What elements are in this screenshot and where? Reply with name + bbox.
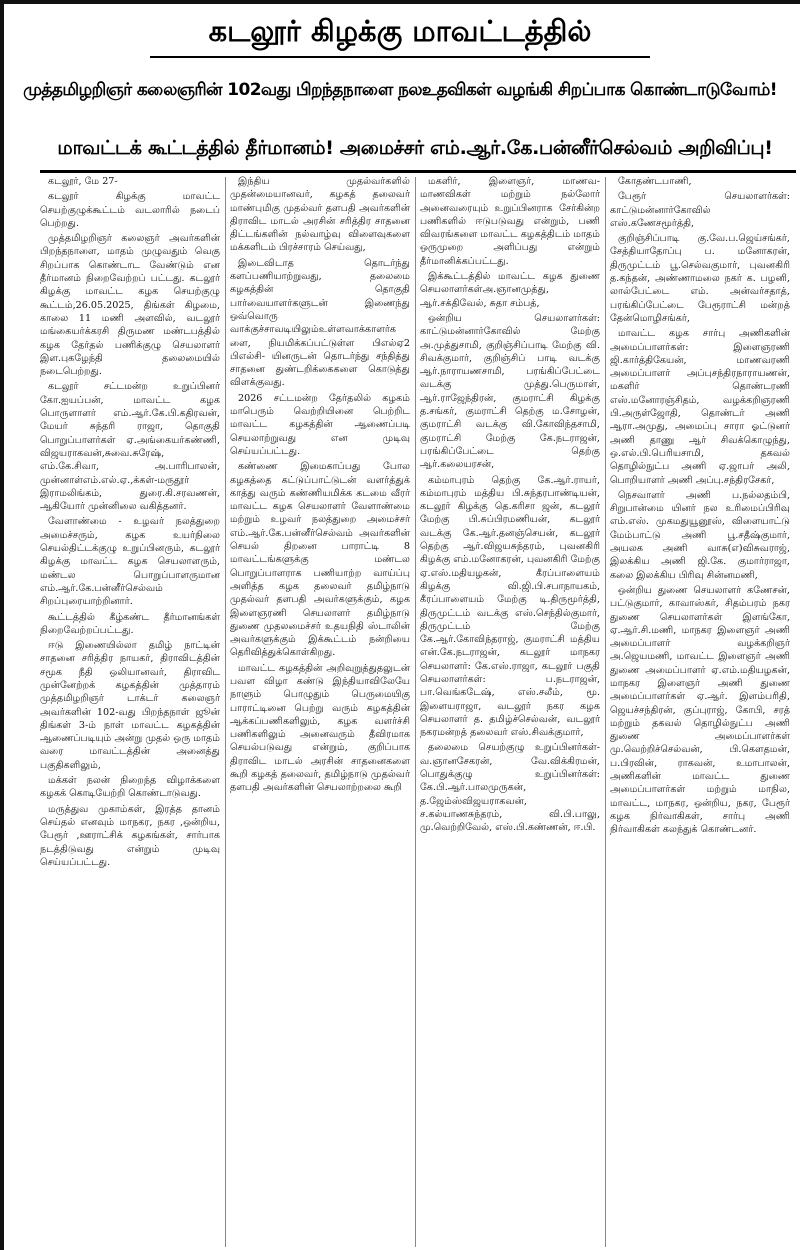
column-separator — [415, 177, 416, 1247]
paragraph: மருத்துவ முகாம்கள், இரத்த தானம் செய்தல் எனவும் மாநகர, நகர ,ஒன்றிய, பேரூர் ,ஊராட்சிக் கழகங்கள், சார்பாக நடத்திடுவது என்றும் முடிவு செய்யப்பட்டது. — [40, 803, 220, 868]
paragraph: குறிஞ்சிப்பாடி கு.வே.ப.ஜெய்சங்கர், சேத்தியாதோப்பு ப. மனோகரன், திருமுட்டம் பூ.செல்வகுமார், புவனகிரி த.கந்தன், அண்ணாமலை நகர் க. பழனி, லால்பேட்டை எம். அன்வர்சதாத், பரங்கிப்பேட்டை பேரூராட்சி மன்றத் தேன்மொழிசங்கர், — [610, 233, 790, 324]
column-separator — [225, 177, 226, 1247]
paragraph: கடலூர் சட்டமன்ற உறுப்பினர் கோ.ஐயப்பன், மாவட்ட கழக பொருளாளர் எம்.ஆர்.கே.பி.கதிரவன், மேயர் சுந்தரி ராஜா, தொகுதி பொறுப்பாளர்கள் ஏ.அங்கையர்கண்ணி, விஜயராகவன்,சுவை.சுரேஷ், எம்.கே.சிவா, அ.பாரிபாலன், முன்னாள்எம்.எல்.ஏ.,க்கள்-மருதூர் இராமலிங்கம், துரை.கி.சரவணன், ஆகியோர் முன்னிலை வகித்தனர். — [40, 381, 220, 513]
dateline: கடலூர், மே 27- — [48, 176, 118, 187]
paragraph: ஈடு இணையில்லா தமிழ் நாட்டின் சாதனை சரித்திர நாயகர், திராவிடத்தின் சமூக நீதி ஒலியானவர், திராவிட முன்னேற்றக் கழகத்தின் முத்தாரம் முத்தமிழறிஞர் டாக்டர் கலைஞர் அவர்களின் 102-வது பிறந்தநாள் ஜூன் திங்கள் 3-ம் நாள் மாவட்ட கழகத்தின் ஆணைப்படியும் அன்று முதல் ஒரு மாதம் வரை மாவட்டத்தின் அனைத்து பகுதிகளிலும், — [40, 640, 220, 771]
article-column-4 — [610, 175, 790, 1250]
paragraph: ஒன்றிய துணை செயலாளர் கணேசன், பட்டுகுமார், காவாஸ்கர், சிதம்பரம் நகர துணை செயலாளர்கள் இளங்கோ, ஏ.ஆர்.சி.மணி, மாநகர இளைஞர் அணி அமைப்பாளர் வழக்கறிஞர் அ.ஜெயமணி, மாவட்ட இளைஞர் அணி துணை அமைப்பாளர் ஏ.எம்.மதியழகன், மாநகர இளைஞர் அணி துணை அமைப்பாளர்கள் ஏ.ஆர். இளம்பரிதி, ஜெயச்சந்திரன், குப்புராஜ், கோபி, சரத் மற்றும் தகவல் தொழில்நுட்ப அணி துணை அமைப்பாளர்கள் மு.வெற்றிச்செல்வன், பி.கௌதமன், ப.பிரவின், ராகவன், உமாபாலன், அணிகளின் மாவட்ட துணை அமைப்பாளர்கள் மற்றும் மாநில, மாவட்ட, மாநகர, ஒன்றிய, நகர, பேரூர் கழக நிர்வாகிகள், சார்பு அணி நிர்வாகிகள் கலந்துக் கொண்டனர். — [610, 584, 790, 836]
paragraph: முத்தமிழறிஞர் கலைஞர் அவர்களின் பிறந்தநாளை, மாதம் முழுவதும் வெகு சிறப்பாக கொண்டாட வேண்டும் என தீர்மானம் நிறைவேற்றப் பட்டது. கடலூர் கிழக்கு மாவட்ட கழக செயற்குழு கூட்டம்,26.05.2025, திங்கள் கிழமை, காலை 11 மணி அளவில், வடலூர் மங்கையர்க்கரசி திருமண மண்டபத்தில் கழக தேர்தல் பணிக்குழு செயலாளர் இள.புகழேந்தி தலைமையில் நடைபெற்றது. — [40, 233, 220, 378]
paragraph: கோதண்டபாணி, — [618, 176, 692, 187]
paragraph: மாவட்ட கழகத்தின் அறிவுறுத்துதலுடன் பவள விழா கண்டு இந்தியாவிலேயே நாளும் பொழுதும் பெருமையிகு பாராட்டினை பெற்று வரும் கழகத்தின் ஆக்கப்பணிகளிலும், கழக வளர்ச்சி பணிகளிலும் அனைவரும் தீவிரமாக செயல்படுவது என்றும், குறிப்பாக திராவிட மாடல் அரசின் சாதனைகளை கூறி கழகத் தலைவர், தமிழ்நாடு முதல்வர் தளபதி அவர்களின் செயலாற்றலை கூறி — [230, 662, 410, 794]
page-border-left — [0, 0, 4, 1250]
article-column-1 — [40, 175, 220, 1250]
page-border-top — [0, 0, 800, 4]
paragraph: மகளிர், இளைஞர், மாணவ-மாணவிகள் மற்றும் நல்லோர் அனைவரையும் உறுப்பினராக சேர்கின்ற பணிகளில் ஈடுபடுவது என்றும், பணி விவரங்களை மாவட்ட கழகத்திடம் மாதம் ஒருமுறை அளிப்பது என்றும் தீர்மானிக்கப்பட்டது. — [420, 176, 600, 267]
paragraph: ஒன்றிய செயலாளர்கள்: காட்டுமன்னார்கோவில் மேற்கு அ.முத்துசாமி, குறிஞ்சிப்பாடி மேற்கு வி. சிவக்குமார், குறிஞ்சிப் பாடி வடக்கு ஆர்.நாராயணசாமி, பரங்கிப்பேட்டை வடக்கு முத்து.பெருமாள், ஆர்.ராஜேந்திரன், குமராட்சி கிழக்கு த.சங்கர், குமராட்சி தெற்கு ம.சோழன், குமராட்சி வடக்கு வி.கோவிந்தசாமி, குமராட்சி மேற்கு கே.நடராஜன், பரங்கிப்பேட்டை தெற்கு ஆர்.கலையரசன், — [420, 312, 600, 471]
headline-rule — [40, 170, 796, 173]
paragraph: இக்கூட்டத்தில் மாவட்ட கழக துணை செயலாளர்கள்அ.ஞானமுத்து, ஆர்.சக்திவேல், சுதா சம்பத், — [420, 271, 600, 309]
paragraph: மாவட்ட கழக சார்பு அணிகளின் அமைப்பாளர்கள்: இளைஞரணி ஜி.கார்த்திகேயன், மாணவரணி அமைப்பாளர் அப்புசந்திரநாராயணன், மகளிர் தொண்டரணி எஸ்.மனோரஞ்சிதம், வழக்கறிஞரணி பி.அருள்ஜோதி, தொண்டர் அணி ஆரா.அமுது, அமைப்பு சாரா ஓட்டுனர் அணி தாணு ஆர் சிவக்கொழுந்து, ஒ.எல்.பி.பெரியசாமி, தகவல் தொழில்நுட்ப அணி ஏ.ஜாபர் அலி, பொறியாளர் அணி அப்பு.சந்திரசேகர், — [610, 328, 790, 486]
paragraph: கூட்டத்தில் கீழ்கண்ட தீர்மானங்கள் நிறைவேற்றப்பட்டது. — [40, 611, 220, 636]
paragraph: கம்மாபுரம் தெற்கு கே.ஆர்.ராயர், கம்மாபுரம் மத்திய பி.சுந்தரபாண்டியன், கடலூர் கிழக்கு தெ.கரிசா ஜன், கடலூர் மேற்கு பி.சுப்பிரமணியன், கடலூர் வடக்கு கே.ஆர்.தனஞ்செயன், கடலூர் தெற்கு ஆர்.விஜயசுந்தரம், புவனகிரி கிழக்கு எம்.மனோகரன், புவனகிரி மேற்கு ஏ.எஸ்.மதியழகன், கீரப்பாளையம் கிழக்கு வி.ஜி.பி.சபாநாயகம், கீரப்பாளையம் மேற்கு டி.திருமூர்த்தி, திருமுட்டம் வடக்கு எஸ்.செந்தில்குமார், திருமுட்டம் மேற்கு கே.ஆர்.கோவிந்தராஜ், குமராட்சி மத்திய என்.கே.நடராஜன், கடலூர் மாநகர செயலாளர்: கே.எஸ்.ராஜா, கடலூர் பகுதி செயலாளர்கள்: ப.நடராஜன், பா.வெங்கடேஷ், எஸ்.சலீம், மூ. இளையராஜா, வடலூர் நகர கழக செயலாளர் த. தமிழ்ச்செல்வன், வடலூர் நகரமன்றத் தலைவர் எஸ்.சிவக்குமார், — [420, 474, 600, 739]
paragraph: நெசவாளர் அணி ப.நல்லதம்பி, சிறுபான்மை யினர் நல உரிமைப்பிரிவு எம்.எஸ். முகமதுயூனூஸ், விளையாட்டு மேம்பாட்டு அணி பூ.சதீஷ்குமார், அயலக அணி வாசு(எ)விசுவராஜ், இலக்கிய அணி ஜி.கே. குமார்ராஜா, கலை இலக்கிய பிரிவு சின்னமணி, — [610, 489, 790, 581]
column-separator — [605, 177, 606, 1247]
headline-main: முத்தமிழறிஞர் கலைஞரின் 102வது பிறந்தநாளை நலஉதவிகள் வழங்கி சிறப்பாக கொண்டாடுவோம்! — [23, 80, 777, 100]
paragraph: தலைமை செயற்குழு உறுப்பினர்கள்- வ.ஞானசேகரன், வே.விக்கிரமன், பொதுக்குழு உறுப்பினர்கள்: கே.பி.ஆர்.பாலமுருகன், த.ஜேம்ஸ்விஜயராகவன், ச.கல்யாணசுந்தரம், வி.பி.பாலு, மு.வெற்றிவேல், எஸ்.பி.கண்ணன், ஈ.பி. — [420, 742, 600, 834]
paragraph: இடைவிடாத தொடர்ந்து களப்பணியாற்றுவது, தலைமை கழகத்தின் தொகுதி பார்வையாளர்களுடன் இணைந்து ஒவ்வொரு வாக்குச்சாவடியிலும்உள்ளவாக்காளர்களை, நியமிக்கப்பட்டுள்ள பிஎல்ஏ2 பிஎல்சி- யினருடன் தொடர்ந்து சந்தித்து சாதனை துண்டறிக்கைகளை கொடுத்து விளக்குவது. — [230, 257, 410, 389]
paragraph: வேளாண்மை - உழவர் நலத்துறை அமைச்சரும், கழக உயர்நிலை செயல்திட்டக்குழு உறுப்பினரும், கடலூர் கிழக்கு மாவட்ட கழக செயலாளரும், மண்டல பொறுப்பாளருமான எம்.ஆர்.கே.பன்னீர்செல்வம் சிறப்புரையாற்றினார். — [40, 516, 220, 608]
paragraph: கண்ணை இமைகாப்பது போல கழகத்தை கட்டுப்பாட்டுடன் வளர்த்துக் காத்து வரும் கண்ணியமிக்க கடமை வீரர் மாவட்ட கழக செயலாளர் வேளாண்மை மற்றும் உழவர் நலத்துறை அமைச்சர் எம்.ஆர்.கே.பன்னீர்செல்வம் அவர்களின் செயல் திறனை பாராட்டி 8 மாவட்டங்களுக்கு மண்டல பொறுப்பாளராக பணியாற்ற வாய்ப்பு அளித்த கழக தலைவர் தமிழ்நாடு முதல்வர் தளபதி அவர்களுக்கும், கழக இளைஞரணி செயலாளர் தமிழ்நாடு துணை முதலமைச்சர் உதயநிதி ஸ்டாலின் அவர்களுக்கும் இக்கூட்டம் நன்றியை தெரிவித்துக்கொள்கிறது. — [230, 461, 410, 659]
paragraph: இந்திய முதல்வர்களில் முதன்மையானவர், கழகத் தலைவர் மாண்புமிகு முதல்வர் தளபதி அவர்களின் திராவிட மாடல் அரசின் சரித்திர சாதனை திட்டங்களின் நல்வாழ்வு விளைவுகளை மக்களிடம் பிரச்சாரம் செய்வது, — [230, 176, 410, 254]
article-body — [40, 175, 795, 1250]
headline-sub: மாவட்டக் கூட்டத்தில் தீர்மானம்! அமைச்சர் எம்.ஆர்.கே.பன்னீர்செல்வம் அறிவிப்பு! — [57, 137, 773, 159]
paragraph: மக்கள் நலன் நிறைந்த விழாக்களை கழகக் கொடியேற்றி கொண்டாடுவது. — [40, 775, 220, 800]
headline-kicker: கடலூர் கிழக்கு மாவட்டத்தில் — [150, 6, 650, 58]
article-column-3 — [420, 175, 600, 1250]
article-column-2 — [230, 175, 410, 1250]
paragraph: 2026 சட்டமன்ற தேர்தலில் கழகம் மாபெரும் வெற்றியினை பெற்றிட மாவட்ட கழகத்தின் ஆணைப்படி செயலாற்றுவது என முடிவு செய்யப்பட்டது. — [230, 392, 410, 457]
paragraph: கடலூர் கிழக்கு மாவட்ட செயற்குழுக்கூட்டம் வடலாரில் நடைப் பெற்றது. — [40, 191, 220, 229]
paragraph: பேரூர் செயலாளர்கள்: காட்டுமன்னார்கோவில் எஸ்.கணேசமூர்த்தி, — [610, 191, 790, 229]
